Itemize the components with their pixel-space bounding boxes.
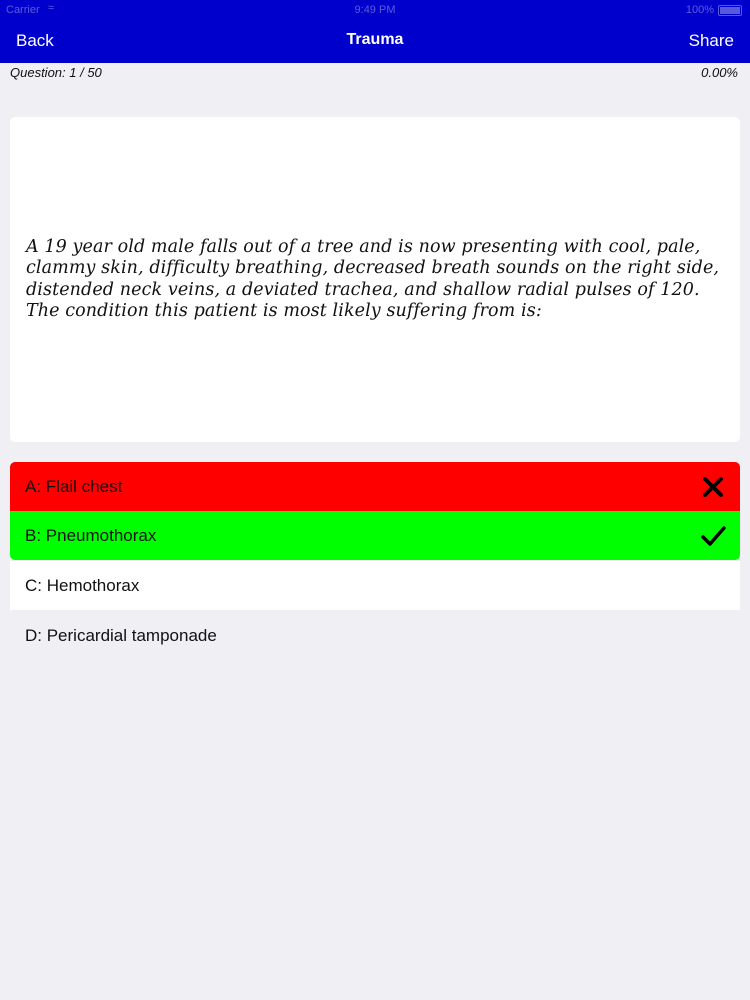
answer-label: B: Pneumothorax [25, 526, 157, 545]
page-title: Trauma [346, 31, 404, 48]
answer-label: D: Pericardial tamponade [25, 626, 217, 645]
navigation-bar [0, 0, 750, 63]
checkmark-icon [700, 523, 726, 549]
battery-icon [718, 5, 742, 16]
share-button[interactable]: Share [688, 31, 734, 50]
back-button[interactable]: Back [16, 31, 54, 50]
score-percentage: 0.00% [701, 65, 738, 80]
answer-option-a[interactable] [10, 462, 740, 511]
carrier-label: Carrier [6, 4, 40, 16]
status-time: 9:49 PM [354, 4, 396, 16]
battery-percentage: 100% [685, 4, 714, 16]
question-card [10, 117, 740, 442]
answer-label: A: Flail chest [25, 477, 123, 496]
status-bar [0, 0, 750, 20]
answer-label: C: Hemothorax [25, 576, 140, 595]
progress-row [0, 63, 750, 81]
answer-option-d[interactable] [10, 611, 740, 660]
answer-option-b[interactable] [10, 511, 740, 560]
wifi-icon: ≈ [48, 2, 55, 14]
question-text: A 19 year old male falls out of a tree and is now presenting with cool, pale, clammy skin, difficulty breathing, decreased breath sounds on the right side, distended neck veins, a deviated trachea, and shallow radial pulses of 120. The condition this patient is most likely suffering from is: [26, 236, 720, 321]
cross-icon [700, 474, 726, 500]
question-counter: Question: 1 / 50 [10, 65, 102, 80]
answer-option-c[interactable] [10, 561, 740, 610]
